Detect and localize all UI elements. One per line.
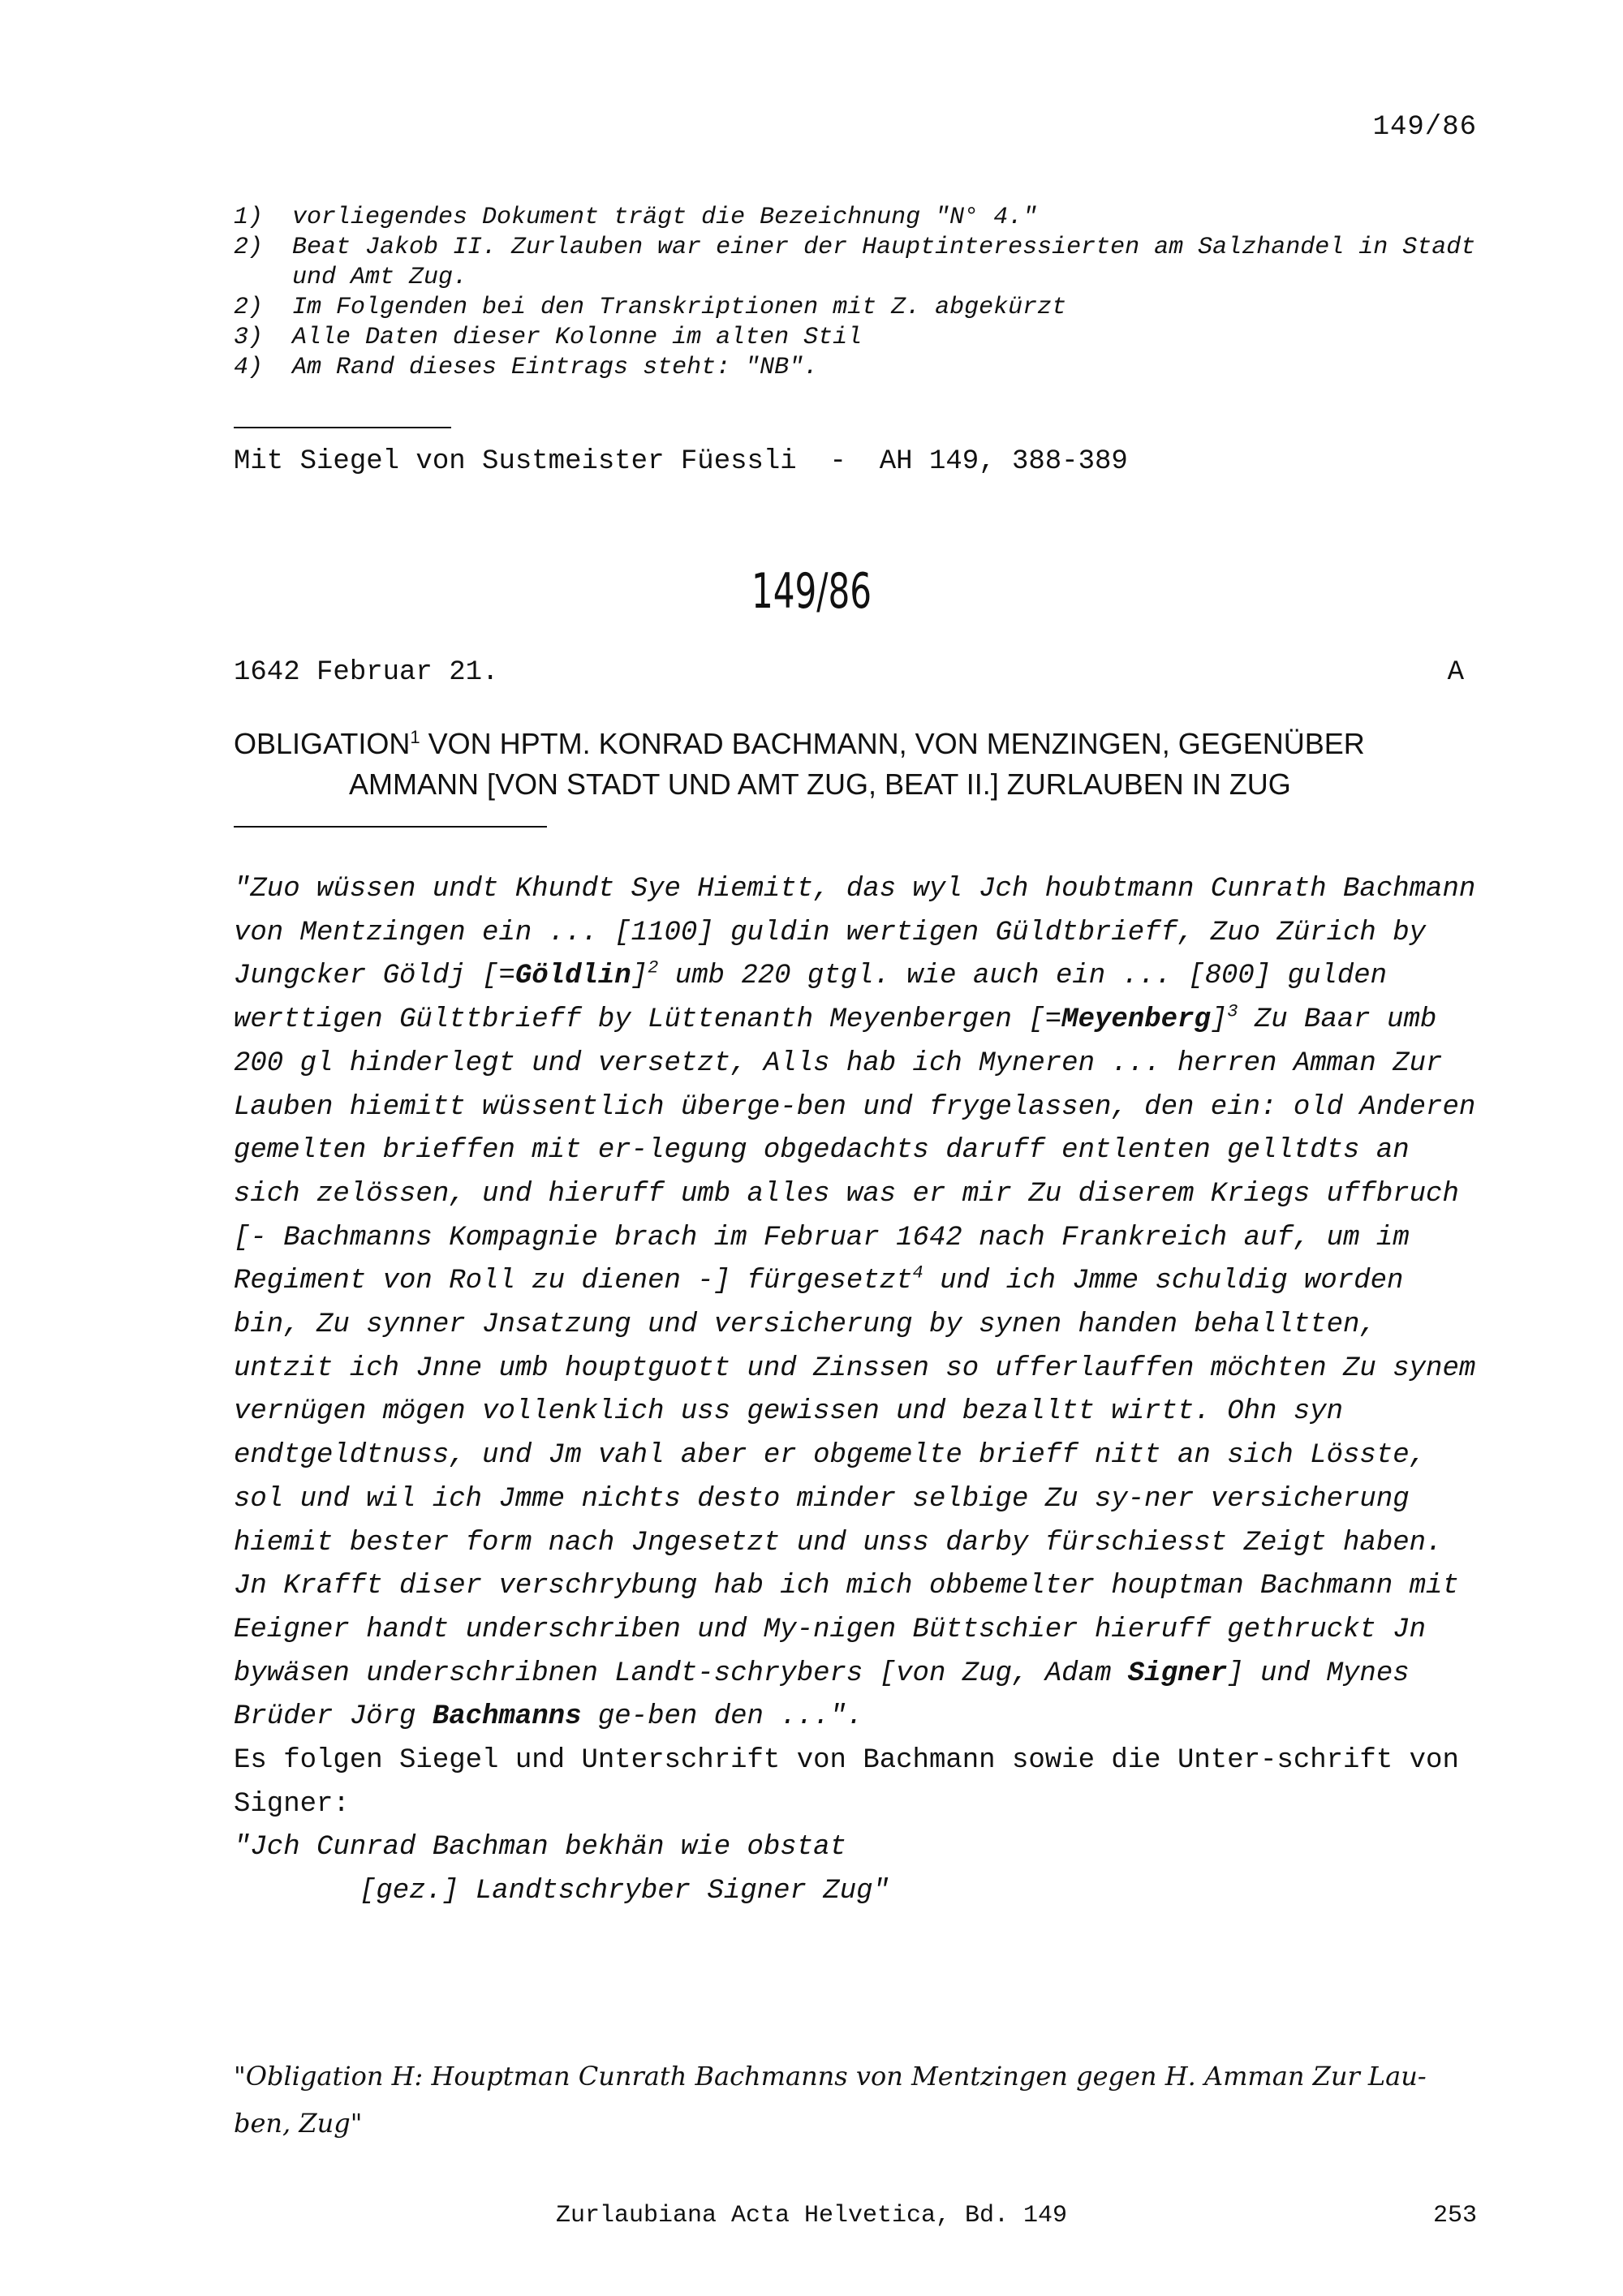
quote-text: "Zuo wüssen undt Khundt Sye Hiemitt, das wyl Jch houbtmann Cunrath Bachmann von Mentzingen ein ... [1100] guldin wertigen Güldtbrieff, Zuo Zürich by Jungcker Göldj [= <box>234 874 1476 992</box>
quote-text: und ich Jmme schuldig worden bin, Zu synner Jnsatzung und versicherung by synen handen behalltten, untzit ich Jnne umb houptguott und Zinssen so ufferlauffen möchten Zu synem vernügen mögen vollenklich uss gewissen und bezalltt wirtt. Ohn syn endtgeldtnuss, und Jm vahl aber er obgemelte brieff nitt an sich Lösste, sol und wil ich Jmme nichts desto minder selbige Zu sy-ner versicherung hiemit bester form nach Jngesetzt und unss darby fürschiesst Zeigt haben. Jn Krafft diser verschrybung hab ich mich obbemelter houptman Bachmann mit Eeigner handt underschriben und My-nigen Büttschier hieruff gethruckt Jn bywäsen underschribnen Landt-schrybers [von Zug, Adam <box>234 1266 1476 1689</box>
page-reference: 149/86 <box>1372 112 1477 143</box>
seal-note: Mit Siegel von Sustmeister Füessli - AH 149, 388-389 <box>234 446 1128 477</box>
quote-text: ] und Mynes Brüder Jörg <box>234 1658 1410 1733</box>
document-title <box>234 717 1480 805</box>
quote-bold-name: Signer <box>1127 1658 1228 1689</box>
transcription-body <box>234 868 1483 1914</box>
footnote <box>234 293 1500 323</box>
signature-line: [gez.] Landtschryber Signer Zug" <box>359 1876 889 1907</box>
footnote-number: 2) <box>234 234 264 261</box>
footnote-text: Beat Jakob II. Zurlauben war einer der Hauptinteressierten am Salzhandel in Stadt und Amt Zug. <box>292 234 1476 291</box>
footnote-number: 2) <box>234 294 264 321</box>
footer-series: Zurlaubiana Acta Helvetica, Bd. 149 <box>555 2202 1068 2229</box>
quote-text: Zu Baar umb 200 gl hinderlegt und versetzt, Alls hab ich Myneren ... herren Amman Zur Lauben hiemitt wüssentlich überge-ben und frygelassen, den ein: old Anderen gemelten brieffen mit er-legung obgedachts daruff entlenten gelltdts an sich zelössen, und hieruff umb alles was er mir Zu diserem Kriegs uffbruch [- Bachmanns Kompagnie brach im Februar 1642 nach Frankreich auf, um im Regiment von Roll zu dienen -] fürgesetzt <box>234 1004 1476 1297</box>
transcription-quote <box>234 868 1483 1739</box>
quote-text: umb 220 gtgl. wie auch ein ... [800] gulden werttigen Gülttbrieff by Lüttenanth Meyenbergen [= <box>234 961 1388 1036</box>
title-text: VON HPTM. KONRAD BACHMANN, VON MENZINGEN, GEGENÜBER <box>420 727 1365 760</box>
document-letter: A <box>1447 657 1464 688</box>
footnote-text: Im Folgenden bei den Transkriptionen mit Z. abgekürzt <box>292 294 1067 321</box>
title-divider <box>234 826 547 828</box>
follow-note: Es folgen Siegel und Unterschrift von Bachmann sowie die Unter-schrift von Signer: <box>234 1745 1459 1820</box>
footnote-text: Alle Daten dieser Kolonne im alten Stil <box>292 324 863 351</box>
quote-text: ] <box>631 961 648 992</box>
footnote-ref: 4 <box>912 1263 923 1283</box>
title-text: OBLIGATION <box>234 727 411 760</box>
footnote-number: 4) <box>234 354 264 381</box>
footnote-ref: 3 <box>1227 1001 1238 1022</box>
dorsal-note: "Obligation H: Houptman Cunrath Bachmanns von Mentzingen gegen H. Amman Zur Lau-ben, Zug" <box>234 2061 1427 2139</box>
quote-bold-name: Meyenberg <box>1061 1004 1211 1036</box>
footnote <box>234 353 1500 383</box>
footnote-number: 3) <box>234 324 264 351</box>
title-line-1 <box>234 717 1480 764</box>
footnote <box>234 203 1500 233</box>
document-date: 1642 Februar 21. <box>234 657 499 688</box>
signature-line: "Jch Cunrad Bachman bekhän wie obstat <box>234 1832 846 1864</box>
footnote-number: 1) <box>234 204 264 231</box>
footnote-text: vorliegendes Dokument trägt die Bezeichnung "N° 4." <box>292 204 1038 231</box>
quote-bold-name: Bachmanns <box>432 1701 582 1733</box>
footnote-ref: 2 <box>648 958 659 979</box>
title-line-2: AMMANN [VON STADT UND AMT ZUG, BEAT II.] ZURLAUBEN IN ZUG <box>349 767 1291 801</box>
footnote-text: Am Rand dieses Eintrags steht: "NB". <box>292 354 819 381</box>
document-number: 149/86 <box>751 563 872 620</box>
footnote <box>234 323 1500 353</box>
title-footnote-ref: 1 <box>410 727 420 747</box>
footnote-list <box>234 203 1500 383</box>
quote-text: ge-ben den ...". <box>581 1701 863 1733</box>
quote-bold-name: Göldlin <box>514 961 631 992</box>
quote-text: ] <box>1210 1004 1228 1036</box>
page-number: 253 <box>1432 2202 1477 2229</box>
footnote-divider <box>234 427 451 428</box>
footnote <box>234 233 1500 293</box>
